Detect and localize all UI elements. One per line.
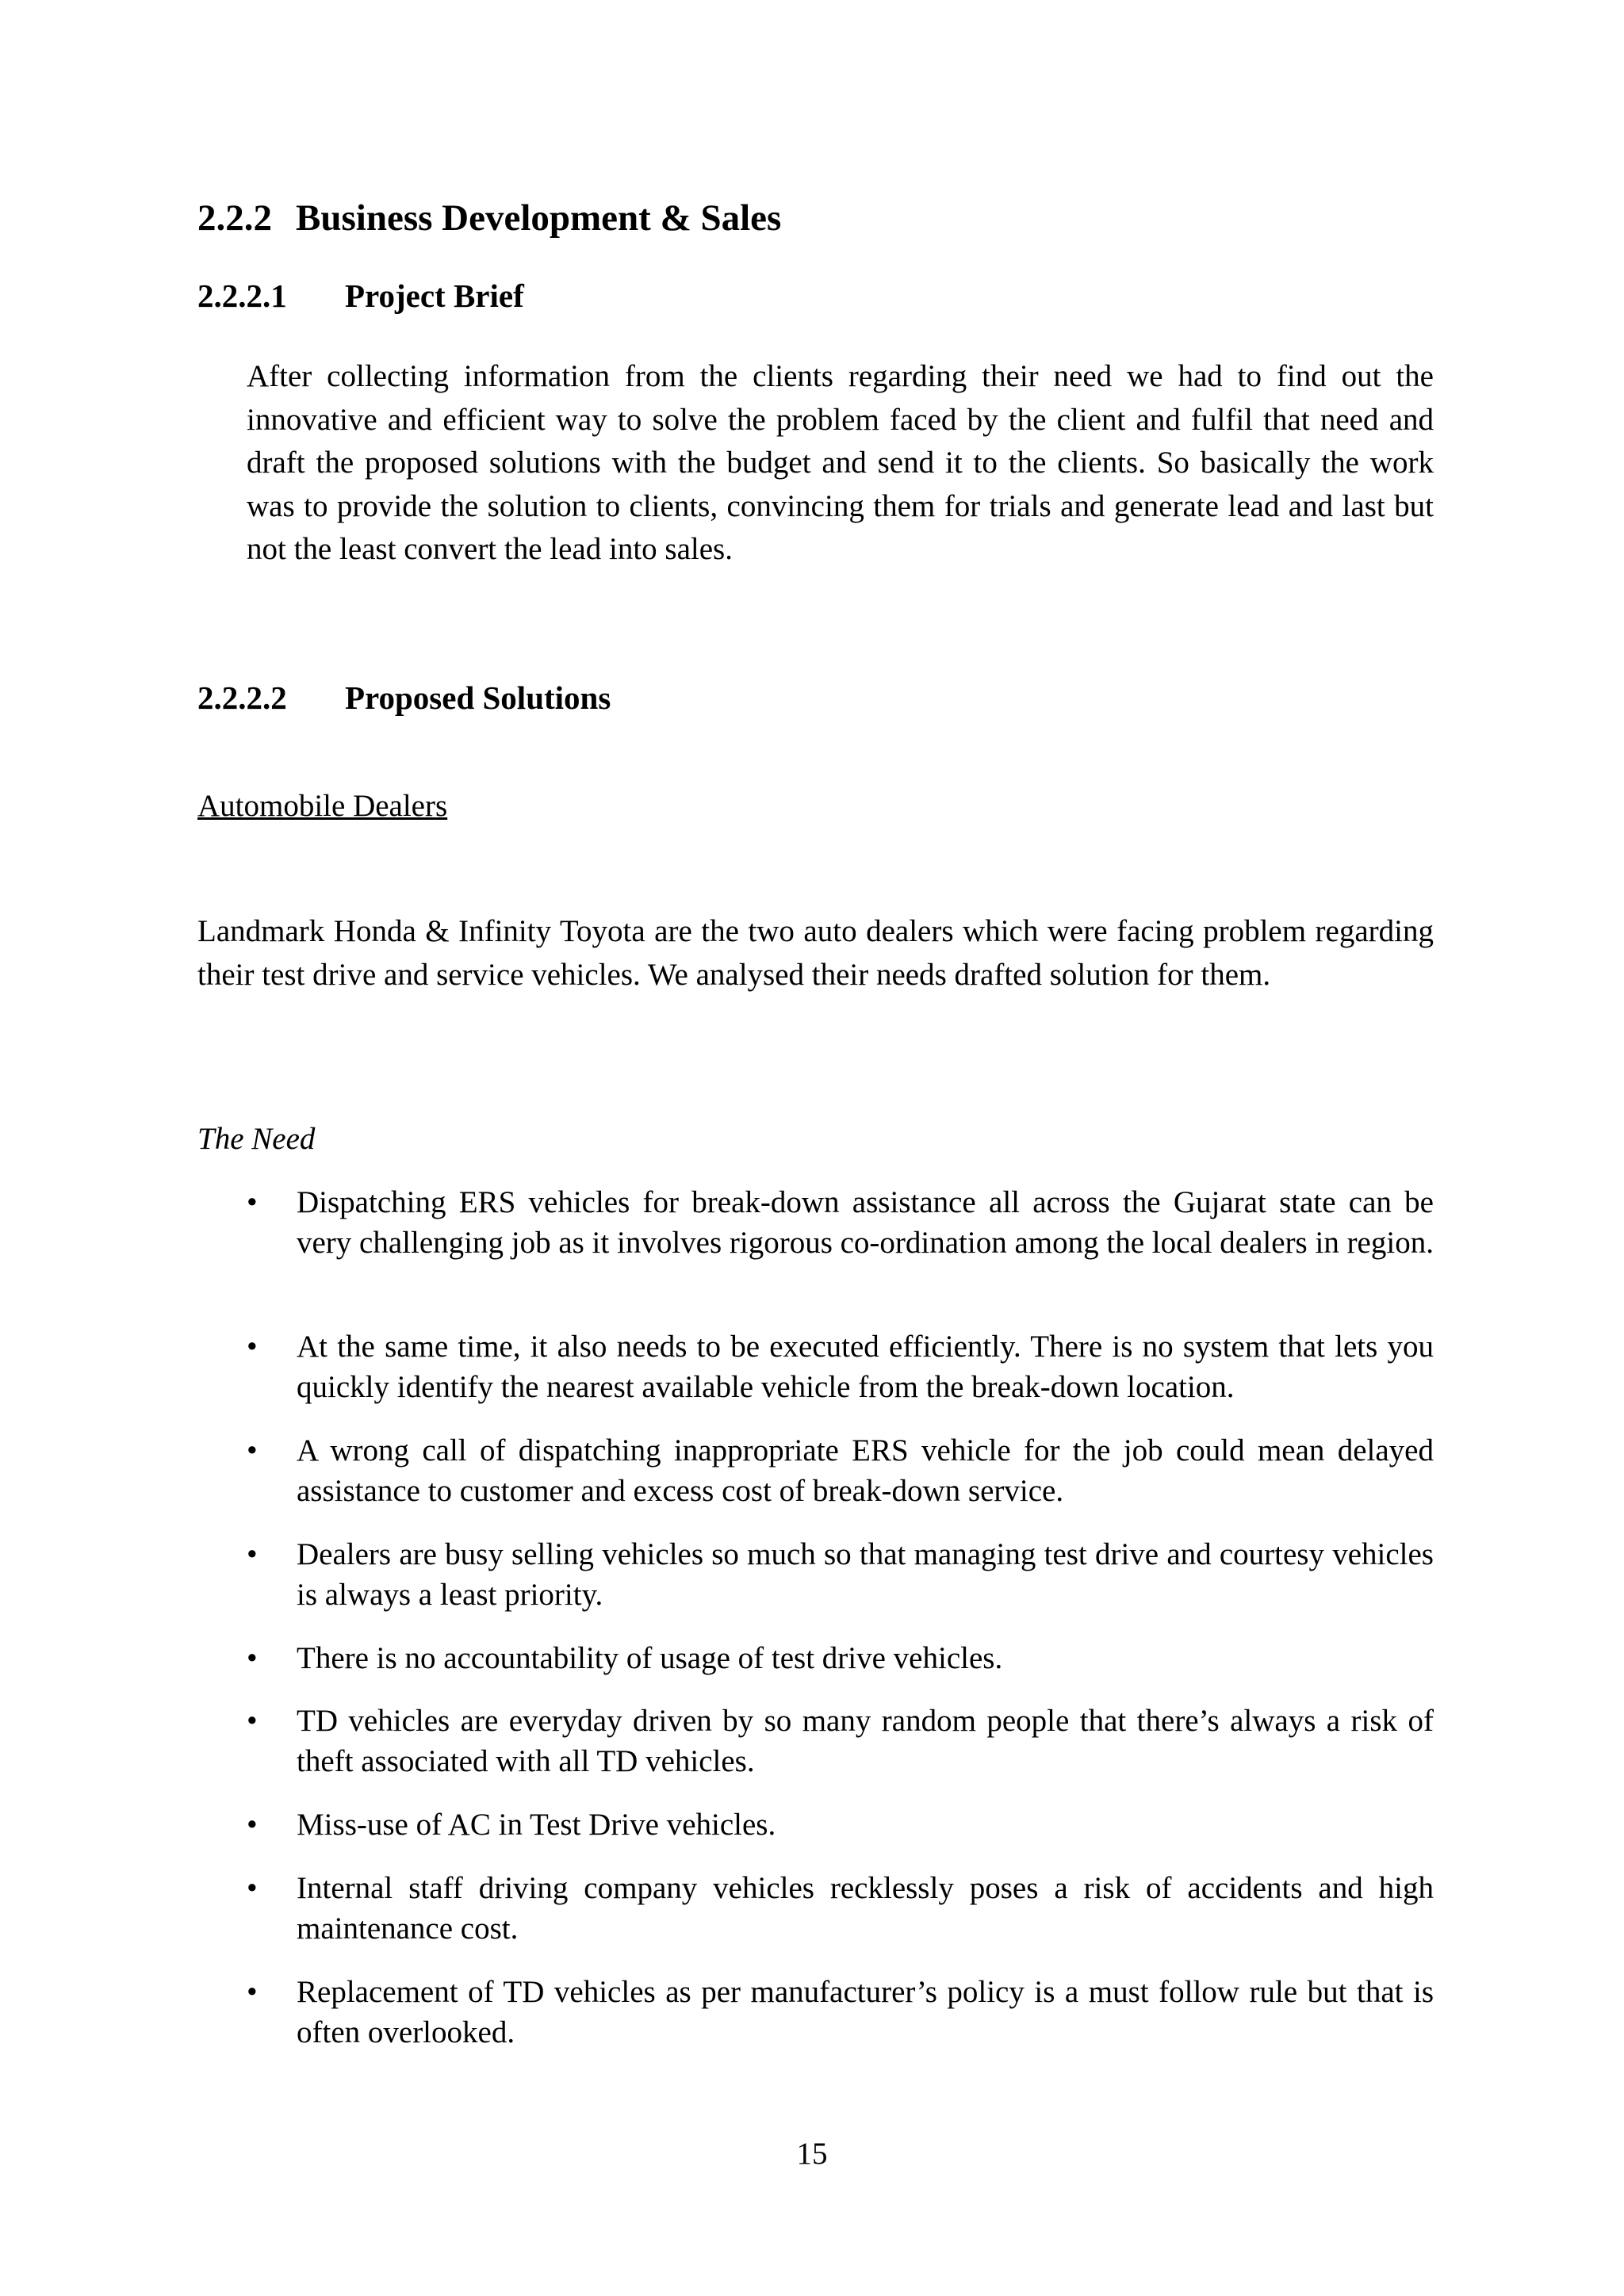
bullet-icon: • [247,1537,258,1571]
section-title: Business Development & Sales [296,197,782,239]
bullet-icon: • [247,1975,258,2009]
bullet-icon: • [247,1641,258,1675]
automobile-dealers-subheading: Automobile Dealers [197,789,448,823]
bullet-icon: • [247,1185,258,1219]
list-item-text: Internal staff driving company vehicles recklessly poses a risk of accidents and high maintenance cost. [297,1871,1434,1946]
list-item-text: Dispatching ERS vehicles for break-down assistance all across the Gujarat state can be very challenging job as it involves rigorous co-ordination among the local dealers in region. [297,1185,1434,1260]
list-item-text: TD vehicles are everyday driven by so many random people that there’s always a risk of theft associated with all TD vehicles. [297,1704,1434,1778]
list-item-text: At the same time, it also needs to be executed efficiently. There is no system that lets you quickly identify the nearest available vehicle from the break-down location. [297,1330,1434,1404]
list-item-text: Dealers are busy selling vehicles so much so that managing test drive and courtesy vehicles is always a least priority. [297,1537,1434,1612]
project-brief-title: Project Brief [345,277,524,314]
proposed-solutions-number: 2.2.2.2 [197,679,287,716]
section-number: 2.2.2 [197,197,272,239]
page-number: 15 [796,2137,828,2171]
bullet-icon: • [247,1871,258,1905]
list-item-text: There is no accountability of usage of test drive vehicles. [297,1641,1003,1675]
project-brief-paragraph: After collecting information from the clients regarding their need we had to find out the innovative and efficient way to solve the problem faced by the client and fulfil that need and draft the proposed solutions with the budget and send it to the clients. So basically the work was to provide the solution to clients, convincing them for trials and generate lead and last but not the least convert the lead into sales. [247,359,1434,566]
bullet-icon: • [247,1808,258,1842]
dealers-intro-paragraph: Landmark Honda & Infinity Toyota are the two auto dealers which were facing problem regarding their test drive and service vehicles. We analysed their needs drafted solution for them. [197,914,1434,992]
bullet-icon: • [247,1433,258,1468]
project-brief-number: 2.2.2.1 [197,277,287,314]
bullet-icon: • [247,1330,258,1364]
bullet-icon: • [247,1704,258,1738]
list-item-text: Replacement of TD vehicles as per manufacturer’s policy is a must follow rule but that is often overlooked. [297,1975,1434,2049]
proposed-solutions-title: Proposed Solutions [345,679,611,716]
the-need-heading: The Need [197,1122,316,1156]
list-item-text: A wrong call of dispatching inappropriate ERS vehicle for the job could mean delayed assistance to customer and excess cost of break-down service. [297,1433,1434,1508]
list-item-text: Miss-use of AC in Test Drive vehicles. [297,1808,776,1842]
